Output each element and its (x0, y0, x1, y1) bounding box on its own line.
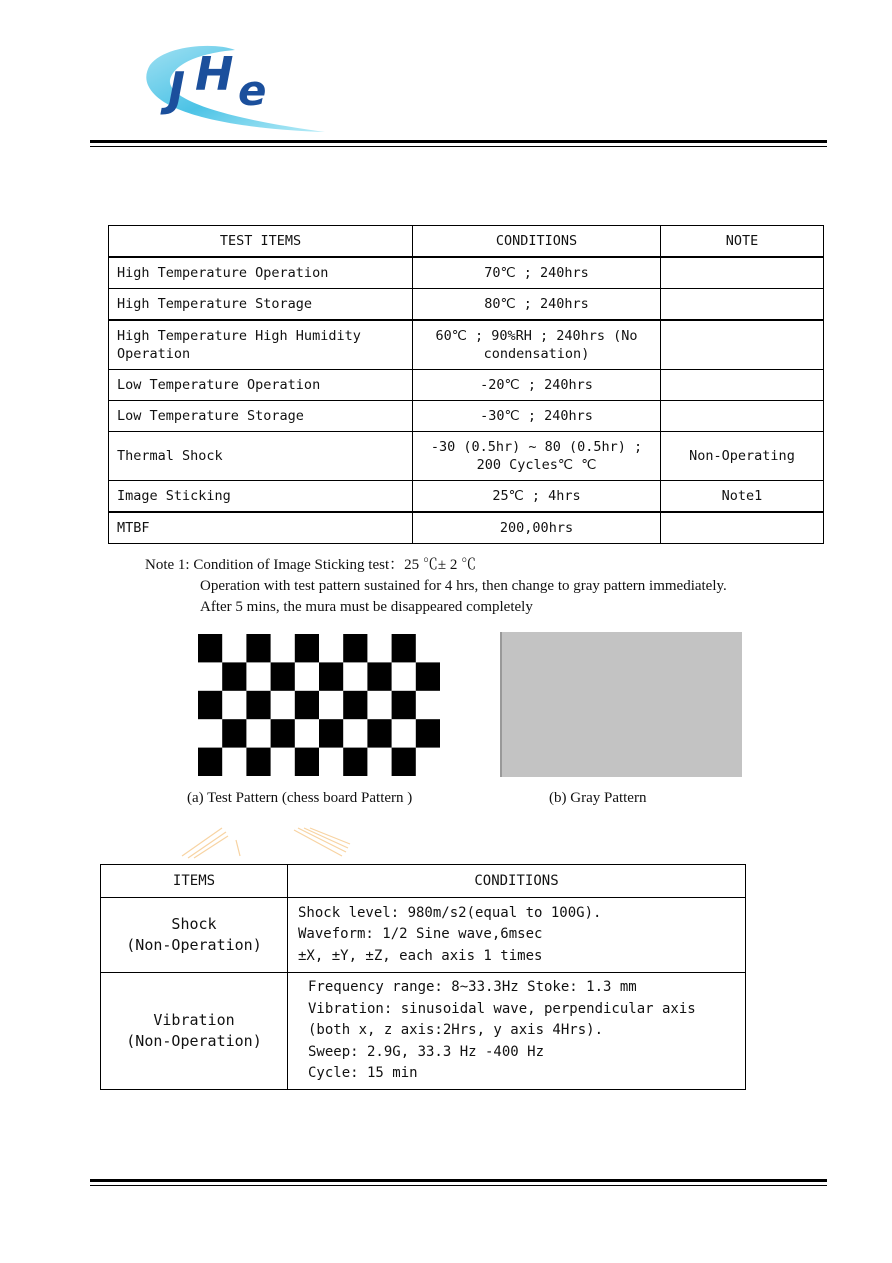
item-mode: (Non-Operation) (126, 1032, 262, 1050)
test-note (661, 512, 824, 544)
table-row (101, 973, 746, 1090)
chess-cell (246, 748, 270, 776)
chess-cell (319, 719, 343, 747)
jhe-logo-icon (140, 30, 340, 140)
chess-cell (295, 748, 319, 776)
shock-item (101, 898, 288, 973)
test-item: Low Temperature Storage (109, 401, 413, 432)
chess-cell (367, 662, 391, 690)
test-item: Low Temperature Operation (109, 370, 413, 401)
test-note (661, 370, 824, 401)
note-1-title: Note 1: Condition of Image Sticking test：25 ℃± 2 ℃ (145, 557, 477, 573)
test-note (661, 320, 824, 370)
note-1-line: After 5 mins, the mura must be disappeared completely (200, 599, 533, 615)
condition-line: Shock level: 980m/s2(equal to 100G). (298, 904, 602, 921)
chess-cell (343, 691, 367, 719)
item-name: Vibration (153, 1011, 235, 1029)
test-item: MTBF (109, 512, 413, 544)
footer-rule (90, 1179, 827, 1182)
test-note (661, 257, 824, 289)
vibration-item (101, 973, 288, 1090)
decorative-watermark (178, 826, 358, 860)
test-condition: -20℃ ; 240hrs (413, 370, 661, 401)
condition-line: ±X, ±Y, ±Z, each axis 1 times (298, 947, 543, 964)
table-row (109, 481, 824, 513)
header-rule-thin (90, 146, 827, 147)
table-row (101, 898, 746, 973)
chess-cell (367, 719, 391, 747)
test-condition: -30℃ ; 240hrs (413, 401, 661, 432)
header-test-items: TEST ITEMS (109, 226, 413, 258)
table-row (109, 432, 824, 481)
table-header-row (109, 226, 824, 258)
item-mode: (Non-Operation) (126, 936, 262, 954)
header-note: NOTE (661, 226, 824, 258)
table-row (109, 512, 824, 544)
vibration-conditions (288, 973, 746, 1090)
test-note: Non-Operating (661, 432, 824, 481)
condition-line: Frequency range: 8~33.3Hz Stoke: 1.3 mm (308, 979, 637, 996)
test-condition: 25℃ ; 4hrs (413, 481, 661, 513)
chess-cell (295, 691, 319, 719)
test-note: Note1 (661, 481, 824, 513)
table-row (109, 401, 824, 432)
table-row (109, 370, 824, 401)
condition-line: Sweep: 2.9G, 33.3 Hz -400 Hz (308, 1043, 545, 1060)
table-header-row (101, 865, 746, 898)
svg-text:J: J (168, 62, 186, 116)
chess-cell (392, 634, 416, 662)
chess-cell (246, 634, 270, 662)
note-1-line: Operation with test pattern sustained for 4 hrs, then change to gray pattern immediately. (200, 578, 727, 594)
header-conditions: CONDITIONS (288, 865, 746, 898)
chess-cell (246, 691, 270, 719)
gray-pattern (500, 632, 742, 777)
chess-cell (343, 634, 367, 662)
test-item: Image Sticking (109, 481, 413, 513)
test-item: Thermal Shock (109, 432, 413, 481)
svg-text:H: H (195, 47, 234, 101)
shock-conditions (288, 898, 746, 973)
svg-text:e: e (238, 66, 267, 115)
reliability-test-table (108, 225, 824, 544)
chess-cell (222, 662, 246, 690)
table-row (109, 257, 824, 289)
test-condition: -30 (0.5hr) ~ 80 (0.5hr) ; 200 Cycles℃ ℃ (413, 432, 661, 481)
chess-cell (416, 662, 440, 690)
caption-test-pattern: (a) Test Pattern (chess board Pattern ) (187, 790, 413, 806)
test-note (661, 401, 824, 432)
chess-cell (198, 748, 222, 776)
condition-line: Cycle: 15 min (308, 1065, 418, 1082)
test-item: High Temperature High Humidity Operation (109, 320, 413, 370)
header-items: ITEMS (101, 865, 288, 898)
chess-cell (295, 634, 319, 662)
test-condition: 60℃ ; 90%RH ; 240hrs (No condensation) (413, 320, 661, 370)
test-item: High Temperature Operation (109, 257, 413, 289)
table-row (109, 320, 824, 370)
item-name: Shock (171, 915, 217, 933)
chess-cell (198, 691, 222, 719)
condition-line: Waveform: 1/2 Sine wave,6msec (298, 926, 543, 943)
chess-cell (198, 634, 222, 662)
test-condition: 80℃ ; 240hrs (413, 289, 661, 321)
chess-cell (271, 719, 295, 747)
chess-cell (416, 719, 440, 747)
chess-board-pattern (198, 634, 440, 776)
condition-line: Vibration: sinusoidal wave, perpendicular axis (308, 1000, 696, 1017)
test-item: High Temperature Storage (109, 289, 413, 321)
chess-cell (343, 748, 367, 776)
header-rule (90, 140, 827, 143)
test-note (661, 289, 824, 321)
caption-gray-pattern: (b) Gray Pattern (549, 790, 647, 806)
test-condition: 200,00hrs (413, 512, 661, 544)
table-row (109, 289, 824, 321)
chess-cell (271, 662, 295, 690)
chess-cell (222, 719, 246, 747)
chess-cell (392, 748, 416, 776)
test-condition: 70℃ ; 240hrs (413, 257, 661, 289)
mechanical-test-table (100, 864, 746, 1090)
chess-cell (319, 662, 343, 690)
footer-rule-thin (90, 1185, 827, 1186)
condition-line: (both x, z axis:2Hrs, y axis 4Hrs). (308, 1022, 604, 1039)
header-conditions: CONDITIONS (413, 226, 661, 258)
chess-cell (392, 691, 416, 719)
